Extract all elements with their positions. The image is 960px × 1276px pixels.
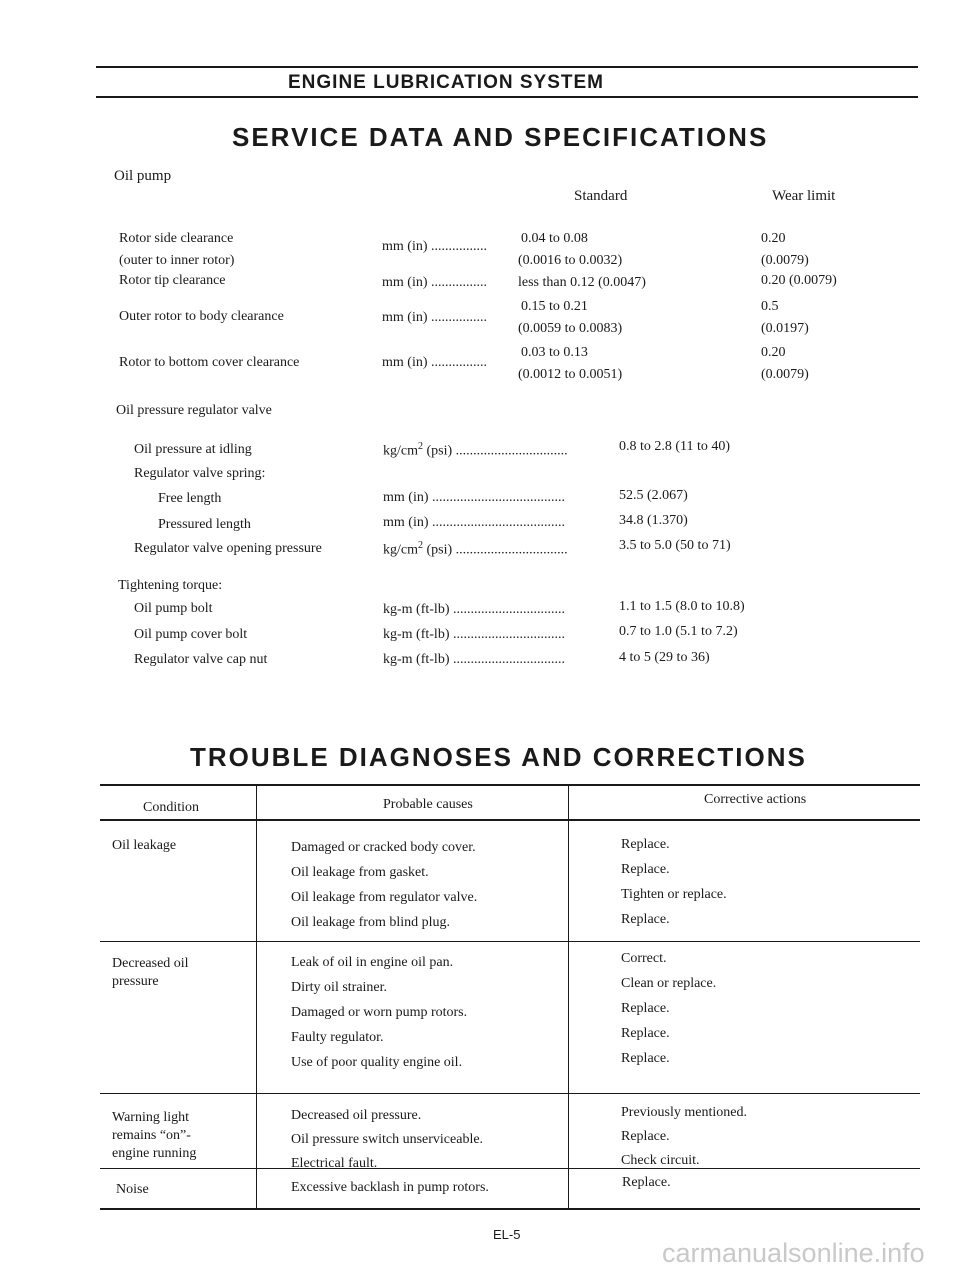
col-standard: Standard [574, 188, 628, 204]
torque-unit: kg-m (ft-lb) ................................ [383, 602, 565, 617]
standard-line: 0.04 to 0.08 [521, 231, 588, 246]
condition-cell: Noise [116, 1182, 149, 1197]
standard-line: 0.15 to 0.21 [521, 299, 588, 314]
torque-unit: kg-m (ft-lb) ................................ [383, 652, 565, 667]
pump-standard [518, 296, 622, 340]
trouble-title: TROUBLE DIAGNOSES AND CORRECTIONS [190, 742, 807, 772]
regulator-item: Pressured length [158, 517, 251, 532]
pump-wear [761, 296, 809, 340]
regulator-value: 34.8 (1.370) [619, 513, 688, 528]
cause-line: Leak of oil in engine oil pan. [291, 955, 454, 970]
cause-line: Faulty regulator. [291, 1030, 384, 1045]
watermark: carmanualsonline.info [662, 1238, 925, 1268]
table-row-rule [100, 1093, 920, 1094]
pump-item: Outer rotor to body clearance [119, 309, 284, 324]
action-line: Replace. [621, 1051, 670, 1066]
action-line: Replace. [621, 912, 670, 927]
wear-line: 0.20 [761, 345, 786, 360]
header-actions: Corrective actions [704, 792, 807, 807]
pump-item [119, 228, 234, 272]
cause-line: Damaged or cracked body cover. [291, 840, 476, 855]
regulator-item: Regulator valve spring: [134, 466, 266, 481]
wear-line: 0.20 [761, 231, 786, 246]
pump-standard [518, 228, 622, 272]
torque-item: Oil pump cover bolt [134, 627, 248, 642]
pump-unit: mm (in) ................ [382, 275, 487, 290]
regulator-label: Oil pressure regulator valve [116, 403, 272, 418]
condition-line: engine running [112, 1146, 197, 1161]
cause-line: Damaged or worn pump rotors. [291, 1005, 468, 1020]
pump-standard [518, 342, 622, 386]
torque-value: 1.1 to 1.5 (8.0 to 10.8) [619, 599, 745, 614]
torque-label: Tightening torque: [118, 578, 223, 593]
regulator-item: Free length [158, 491, 222, 506]
torque-value: 4 to 5 (29 to 36) [619, 650, 710, 665]
action-line: Replace. [621, 1129, 670, 1144]
header-bottom-rule [96, 96, 918, 98]
condition-line: pressure [112, 974, 159, 989]
regulator-unit [383, 540, 568, 559]
actions-cell [621, 1101, 747, 1173]
cause-line: Decreased oil pressure. [291, 1108, 422, 1123]
pump-wear [761, 228, 809, 272]
action-line: Previously mentioned. [621, 1105, 747, 1120]
specs-title: SERVICE DATA AND SPECIFICATIONS [232, 122, 769, 152]
action-line: Check circuit. [621, 1153, 700, 1168]
wear-line: 0.5 [761, 299, 779, 314]
table-col-divider [256, 784, 257, 1209]
table-row-rule [100, 941, 920, 942]
oil-pump-label: Oil pump [114, 168, 172, 184]
standard-line: (0.0059 to 0.0083) [518, 321, 623, 336]
wear-line: (0.0197) [761, 321, 809, 336]
regulator-value: 3.5 to 5.0 (50 to 71) [619, 538, 731, 553]
pump-item: Rotor to bottom cover clearance [119, 355, 300, 370]
regulator-unit: mm (in) ...................................... [383, 490, 565, 505]
cause-line: Oil leakage from regulator valve. [291, 890, 478, 905]
torque-item: Oil pump bolt [134, 601, 213, 616]
cause-line: Dirty oil strainer. [291, 980, 388, 995]
condition-cell [112, 955, 189, 991]
torque-unit: kg-m (ft-lb) ................................ [383, 627, 565, 642]
header-condition: Condition [143, 800, 200, 815]
action-line: Correct. [621, 951, 667, 966]
unit-sup: 2 [418, 540, 423, 551]
table-top-rule [100, 784, 920, 786]
page-number: EL-5 [493, 1227, 521, 1242]
cause-line: Oil leakage from blind plug. [291, 915, 451, 930]
pump-wear [761, 342, 809, 386]
condition-line: remains “on”- [112, 1128, 191, 1143]
standard-line: 0.03 to 0.13 [521, 345, 588, 360]
action-line: Replace. [621, 837, 670, 852]
item-line: (outer to inner rotor) [119, 253, 235, 268]
standard-line: (0.0016 to 0.0032) [518, 253, 623, 268]
table-header-rule [100, 819, 920, 821]
torque-value: 0.7 to 1.0 (5.1 to 7.2) [619, 624, 738, 639]
action-line: Clean or replace. [621, 976, 717, 991]
action-line: Tighten or replace. [621, 887, 727, 902]
condition-cell [112, 1109, 196, 1163]
wear-line: (0.0079) [761, 253, 809, 268]
action-line: Replace. [621, 1026, 670, 1041]
actions-cell [621, 946, 716, 1071]
regulator-value: 52.5 (2.067) [619, 488, 688, 503]
action-line: Replace. [621, 862, 670, 877]
table-row-rule [100, 1168, 920, 1169]
cause-line: Electrical fault. [291, 1156, 378, 1171]
wear-line: (0.0079) [761, 367, 809, 382]
header-top-rule [96, 66, 918, 68]
condition-line: Warning light [112, 1110, 190, 1125]
cause-line: Oil leakage from gasket. [291, 865, 429, 880]
pump-unit: mm (in) ................ [382, 355, 487, 370]
item-line: Rotor side clearance [119, 231, 234, 246]
standard-line: (0.0012 to 0.0051) [518, 367, 623, 382]
causes-cell [291, 950, 467, 1075]
pump-item: Rotor tip clearance [119, 273, 226, 288]
causes-cell: Excessive backlash in pump rotors. [291, 1180, 489, 1195]
unit-text: (psi) ................................ [423, 443, 568, 459]
cause-line: Oil pressure switch unserviceable. [291, 1132, 484, 1147]
causes-cell [291, 835, 477, 935]
unit-text: (psi) ................................ [423, 542, 568, 558]
table-bottom-rule [100, 1208, 920, 1210]
causes-cell [291, 1104, 483, 1176]
condition-line: Decreased oil [112, 956, 189, 971]
regulator-item: Oil pressure at idling [134, 442, 252, 457]
pump-unit: mm (in) ................ [382, 239, 487, 254]
actions-cell: Replace. [622, 1175, 671, 1190]
table-col-divider [568, 784, 569, 1209]
pump-unit: mm (in) ................ [382, 310, 487, 325]
cause-line: Use of poor quality engine oil. [291, 1055, 463, 1070]
regulator-item: Regulator valve opening pressure [134, 541, 322, 556]
torque-item: Regulator valve cap nut [134, 652, 268, 667]
header-title: ENGINE LUBRICATION SYSTEM [288, 72, 604, 93]
pump-wear: 0.20 (0.0079) [761, 273, 837, 288]
action-line: Replace. [621, 1001, 670, 1016]
unit-sup: 2 [418, 441, 423, 452]
unit-text: kg/cm [383, 443, 418, 459]
regulator-unit: mm (in) ...................................... [383, 515, 565, 530]
col-wear-limit: Wear limit [772, 188, 836, 204]
regulator-value: 0.8 to 2.8 (11 to 40) [619, 439, 731, 454]
condition-cell: Oil leakage [112, 838, 177, 853]
header-causes: Probable causes [383, 797, 473, 812]
unit-text: kg/cm [383, 542, 418, 558]
actions-cell [621, 832, 727, 932]
regulator-unit [383, 441, 568, 460]
pump-standard: less than 0.12 (0.0047) [518, 275, 646, 290]
